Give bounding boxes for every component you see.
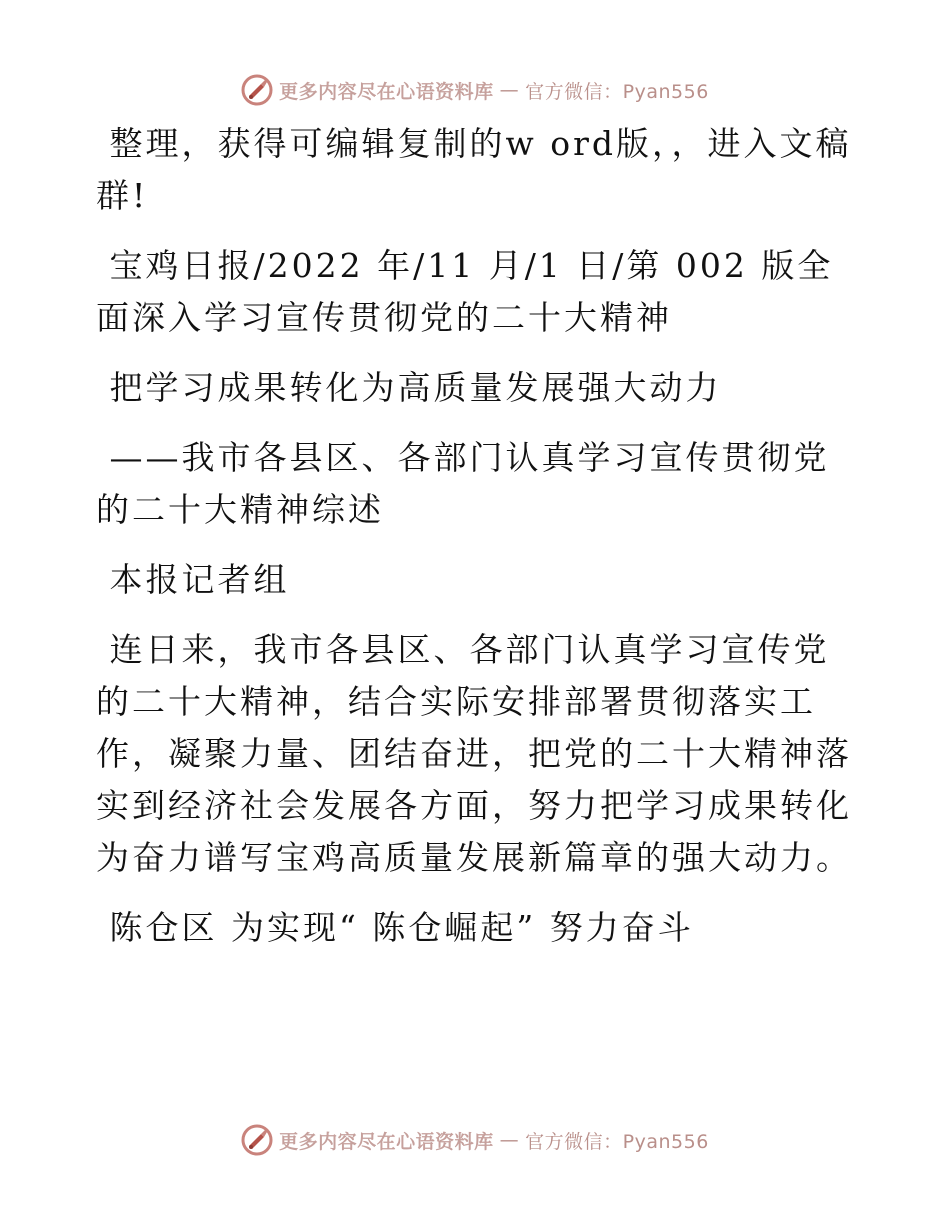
paragraph-lead: 连日来，我市各县区、各部门认真学习宣传党的二十大精神，结合实际安排部署贯彻落实工作，凝聚力量、团结奋进，把党的二十大精神落实到经济社会发展各方面，努力把学习成果转化为奋力谱写宝鸡高质量发展新篇章的强大动力。: [96, 630, 852, 877]
paragraph-intro: 整理，获得可编辑复制的w ord版，，进入文稿群!: [96, 124, 852, 215]
watermark-footer: [0, 1122, 950, 1158]
watermark-header: [0, 72, 950, 108]
pen-seal-icon: [241, 1124, 273, 1156]
paragraph-section-heading: 陈仓区 为实现“ 陈仓崛起” 努力奋斗: [96, 908, 694, 947]
paragraph-byline: 本报记者组: [96, 560, 290, 599]
watermark-main-text: 更多内容尽在心语资料库: [279, 80, 494, 103]
watermark-main-text: 更多内容尽在心语资料库: [279, 1130, 494, 1153]
watermark-separator: —: [499, 1129, 520, 1151]
pen-seal-icon: [241, 74, 273, 106]
watermark-wechat-text: 官方微信：Pyan556: [525, 1130, 709, 1153]
watermark-separator: —: [499, 79, 520, 101]
paragraph-headline: 把学习成果转化为高质量发展强大动力: [96, 368, 722, 407]
paragraph-subheadline: ——我市各县区、各部门认真学习宣传贯彻党的二十大精神综述: [96, 438, 830, 529]
paragraph-source: 宝鸡日报/2022 年/11 月/1 日/第 002 版全面深入学习宣传贯彻党的二十大精神: [96, 246, 834, 337]
watermark-wechat-text: 官方微信：Pyan556: [525, 80, 709, 103]
document-body: [96, 118, 856, 972]
